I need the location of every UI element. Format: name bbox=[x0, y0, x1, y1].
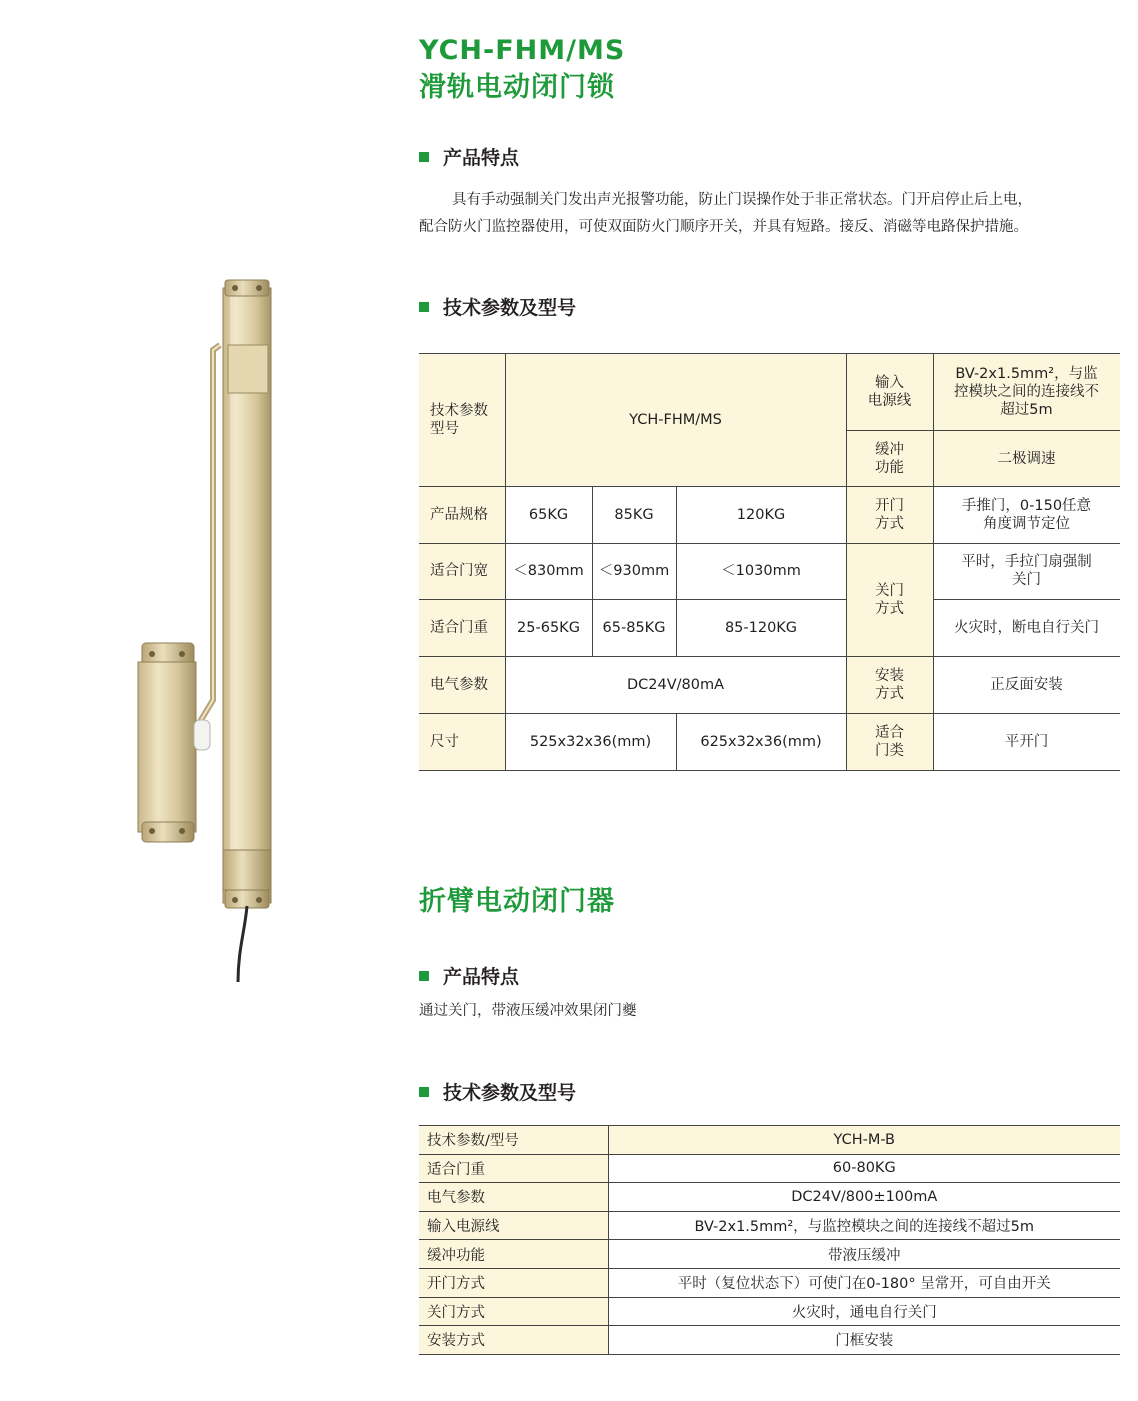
table-key: 开门方式 bbox=[419, 1268, 608, 1297]
table-key: 输入电源线 bbox=[419, 1211, 608, 1240]
specs-table bbox=[419, 353, 1120, 771]
table-row bbox=[419, 1211, 1120, 1240]
product-image bbox=[120, 270, 290, 990]
table-value: 平时（复位状态下）可使门在0-180° 呈常开，可自由开关 bbox=[608, 1268, 1120, 1297]
door-label: 适合 门类 bbox=[875, 724, 904, 759]
buffer-value: 二极调速 bbox=[997, 450, 1056, 467]
table1-header-label: 技术参数 型号 bbox=[430, 403, 488, 437]
power-value: BV-2x1.5mm²，与监 控模块之间的连接线不 超过5m bbox=[954, 365, 1099, 418]
row-weight-label: 适合门重 bbox=[430, 619, 488, 636]
table-row bbox=[419, 1326, 1120, 1355]
row-spec-v3: 120KG bbox=[736, 507, 786, 523]
bullet-square-icon bbox=[419, 302, 429, 312]
bullet-square-icon bbox=[419, 1087, 429, 1097]
power-label: 输入 电源线 bbox=[867, 374, 912, 409]
table-value: 带液压缓冲 bbox=[608, 1240, 1120, 1269]
table-row bbox=[419, 1126, 1120, 1155]
table-value: YCH-M-B bbox=[608, 1126, 1120, 1155]
product-model-title: YCH-FHM/MS bbox=[419, 35, 626, 66]
features2-heading: 产品特点 bbox=[419, 965, 519, 989]
table-row bbox=[419, 1297, 1120, 1326]
row-size-v2: 625x32x36(mm) bbox=[700, 733, 822, 750]
features-text-line-2: 配合防火门监控器使用，可使双面防火门顺序开关，并具有短路。接反、消磁等电路保护措施。 bbox=[419, 219, 1028, 235]
features-text-line-1: 具有手动强制关门发出声光报警功能，防止门误操作处于非正常状态。门开启停止后上电， bbox=[452, 192, 1032, 208]
table-key: 安装方式 bbox=[419, 1326, 608, 1355]
bullet-square-icon bbox=[419, 152, 429, 162]
row-spec-label: 产品规格 bbox=[430, 507, 488, 523]
table-key: 关门方式 bbox=[419, 1297, 608, 1326]
row-weight-v1: 25-65KG bbox=[517, 619, 580, 636]
open-value: 手推门，0-150任意 角度调节定位 bbox=[961, 498, 1092, 532]
install-label: 安装 方式 bbox=[875, 667, 904, 702]
table-value: 门框安装 bbox=[608, 1326, 1120, 1355]
table-key: 适合门重 bbox=[419, 1154, 608, 1183]
specs2-heading: 技术参数及型号 bbox=[419, 1081, 576, 1105]
open-label: 开门 方式 bbox=[875, 498, 904, 532]
door-value: 平开门 bbox=[1004, 733, 1049, 750]
table-value: BV-2x1.5mm²，与监控模块之间的连接线不超过5m bbox=[608, 1211, 1120, 1240]
row-width-v2: ＜930mm bbox=[598, 563, 670, 579]
row-size-v1: 525x32x36(mm) bbox=[529, 733, 652, 750]
install-value: 正反面安装 bbox=[990, 676, 1063, 693]
features-heading: 产品特点 bbox=[419, 146, 519, 170]
close-label: 关门 方式 bbox=[875, 582, 904, 617]
row-width-label: 适合门宽 bbox=[430, 563, 488, 579]
product2-name-title: 折臂电动闭门器 bbox=[419, 886, 615, 917]
table-value: 60-80KG bbox=[608, 1154, 1120, 1183]
close-value-normal: 平时，手拉门扇强制 关门 bbox=[961, 554, 1092, 588]
table-value: 火灾时，通电自行关门 bbox=[608, 1297, 1120, 1326]
table-key: 技术参数/型号 bbox=[419, 1126, 608, 1155]
table1-header-model: YCH-FHM/MS bbox=[629, 412, 722, 428]
row-size-label: 尺寸 bbox=[430, 733, 459, 750]
table-value: DC24V/800±100mA bbox=[608, 1183, 1120, 1212]
specs2-table bbox=[419, 1125, 1120, 1355]
table-row bbox=[419, 1154, 1120, 1183]
row-weight-v2: 65-85KG bbox=[602, 619, 666, 636]
product-name-title: 滑轨电动闭门锁 bbox=[419, 72, 615, 103]
row-width-v1: ＜830mm bbox=[513, 563, 584, 579]
row-spec-v1: 65KG bbox=[528, 507, 569, 523]
table-key: 缓冲功能 bbox=[419, 1240, 608, 1269]
specs-heading: 技术参数及型号 bbox=[419, 296, 576, 320]
row-spec-v2: 85KG bbox=[614, 507, 654, 523]
features2-text: 通过关门，带液压缓冲效果闭门夔 bbox=[419, 1003, 637, 1019]
row-weight-v3: 85-120KG bbox=[724, 619, 798, 636]
buffer-label: 缓冲 功能 bbox=[875, 441, 904, 476]
bullet-square-icon bbox=[419, 971, 429, 981]
table-key: 电气参数 bbox=[419, 1183, 608, 1212]
row-electric-value: DC24V/80mA bbox=[626, 676, 725, 693]
row-width-v3: ＜1030mm bbox=[721, 563, 801, 579]
row-electric-label: 电气参数 bbox=[430, 676, 488, 693]
close-value-fire: 火灾时，断电自行关门 bbox=[954, 619, 1099, 636]
table-row bbox=[419, 1240, 1120, 1269]
table-row bbox=[419, 1183, 1120, 1212]
table-row bbox=[419, 1268, 1120, 1297]
